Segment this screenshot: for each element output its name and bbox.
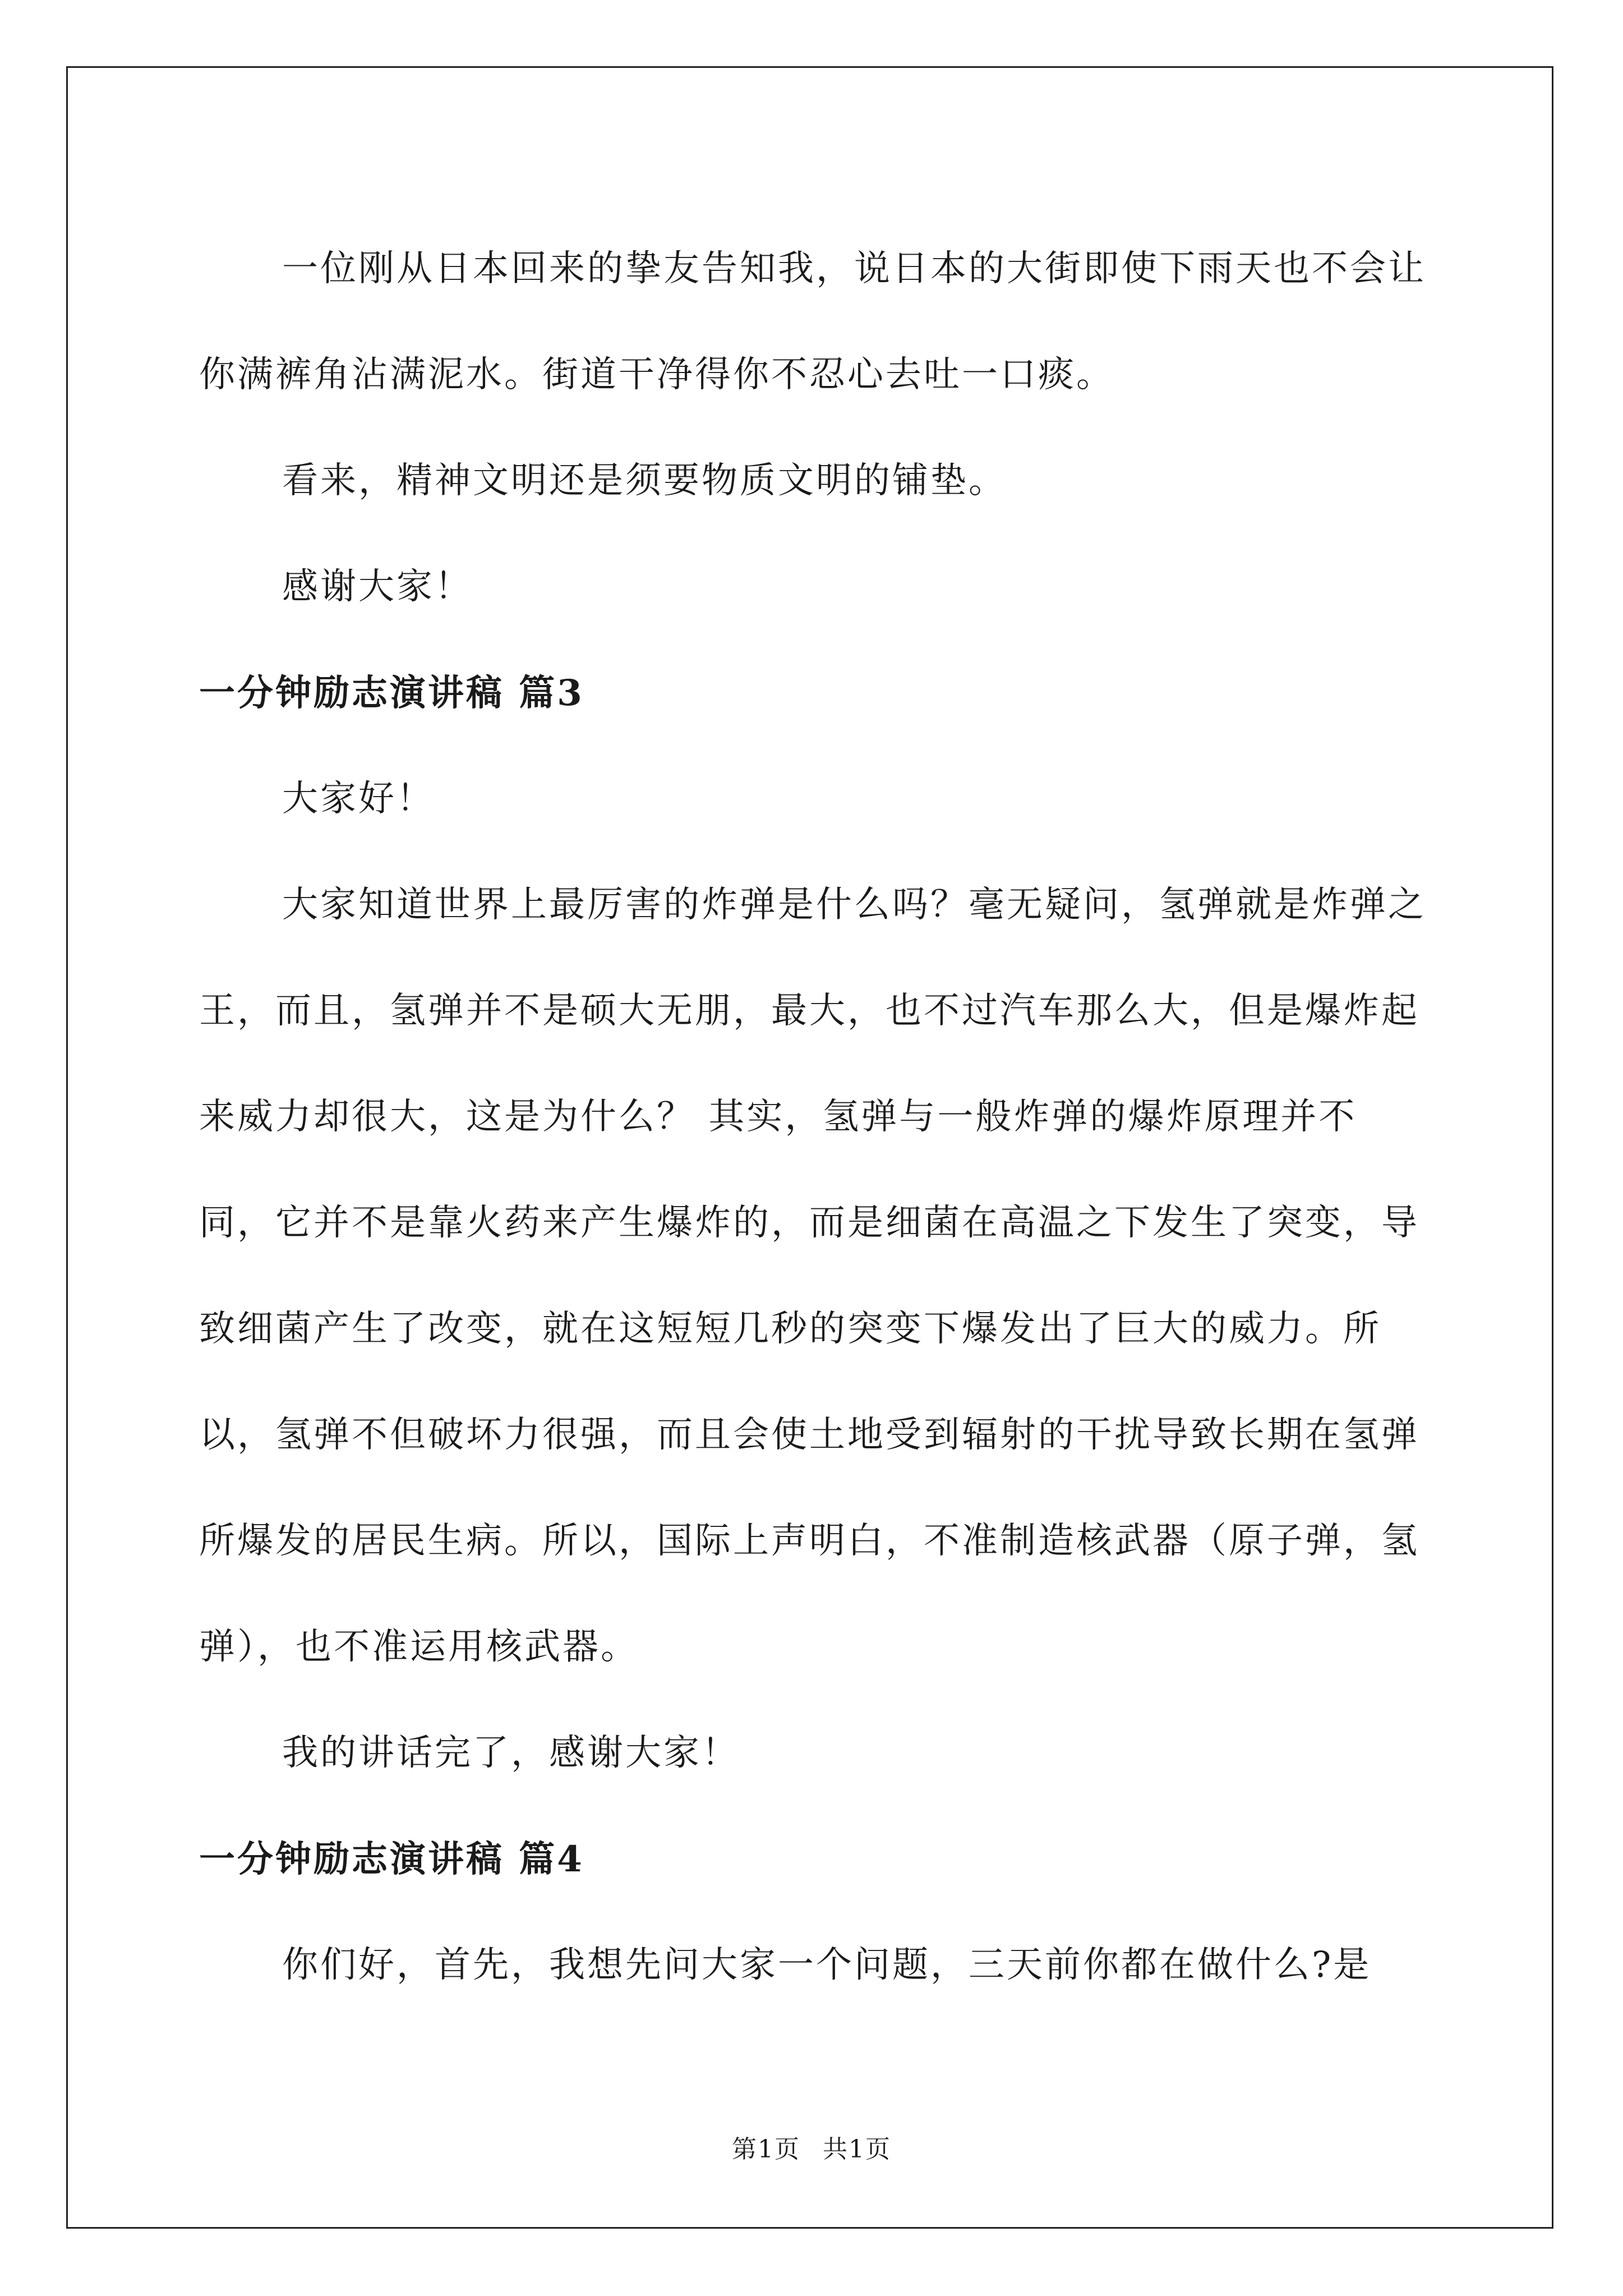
paragraph-thanks-1: 感谢大家！	[282, 566, 473, 608]
page-number-current: 第1页	[732, 2135, 800, 2164]
section-heading-4: 一分钟励志演讲稿 篇4	[199, 1838, 584, 1880]
page-number-total: 共1页	[823, 2135, 891, 2164]
document-body	[199, 216, 1427, 2018]
paragraph-spiritual-civilization: 看来，精神文明还是须要物质文明的铺垫。	[282, 460, 1007, 501]
section-heading-3: 一分钟励志演讲稿 篇3	[199, 672, 584, 714]
paragraph-question: 你们好，首先，我想先问大家一个问题，三天前你都在做什么?是	[282, 1944, 1372, 1986]
paragraph-greeting: 大家好！	[282, 778, 435, 820]
page-footer	[0, 2129, 1623, 2165]
paragraph-hydrogen-bomb: 大家知道世界上最厉害的炸弹是什么吗？毫无疑问，氢弹就是炸弹之王，而且，氢弹并不是硕大无朋，最大，也不过汽车那么大，但是爆炸起来威力却很大，这是为什么？ 其实，氢弹与一般炸弹的爆炸原理并不同，它并不是靠火药来产生爆炸的，而是细菌在高温之下发生了突变，导致细菌产生了改变，就在这短短几秒的突变下爆发出了巨大的威力。所以，氢弹不但破坏力很强，而且会使土地受到辐射的干扰导致长期在氢弹所爆发的居民生病。所以，国际上声明白，不准制造核武器（原子弹，氢弹），也不准运用核武器。	[199, 884, 1426, 1668]
paragraph-thanks-2: 我的讲话完了，感谢大家！	[282, 1732, 740, 1774]
paragraph-rain-streets: 一位刚从日本回来的挚友告知我，说日本的大街即使下雨天也不会让你满裤角沾满泥水。街道干净得你不忍心去吐一口痰。	[199, 248, 1426, 395]
